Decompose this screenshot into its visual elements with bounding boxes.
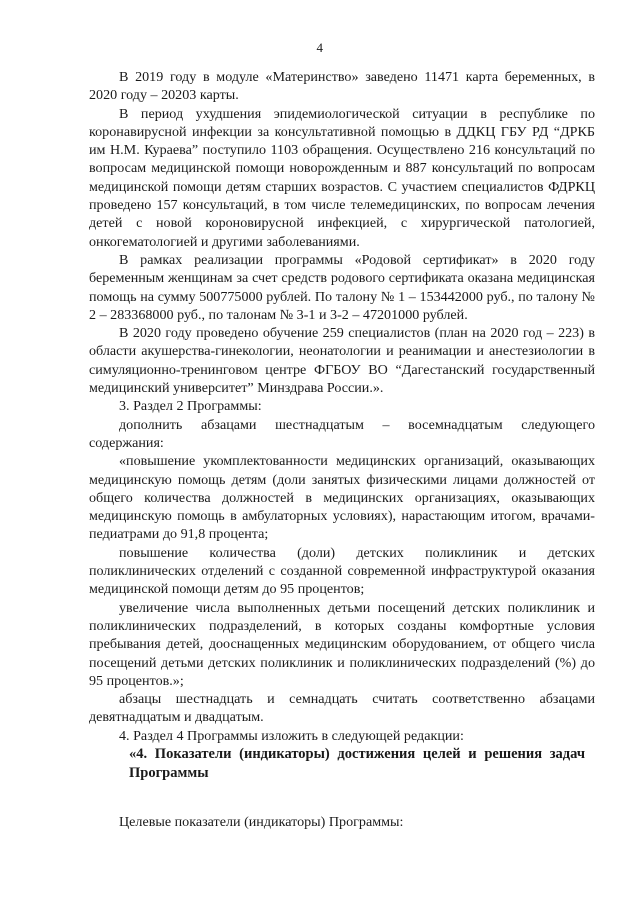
paragraph-maternity-module: В 2019 году в модуле «Материнство» заведено 11471 карта беременных, в 2020 году – 20203 карты. — [89, 69, 595, 104]
paragraph-supplement: дополнить абзацами шестнадцатым – восемнадцатым следующего содержания: — [89, 416, 595, 451]
paragraph-section-4: 4. Раздел 4 Программы изложить в следующей редакции: — [119, 727, 464, 744]
paragraph-renumber: абзацы шестнадцать и семнадцать считать соответственно абзацами девятнадцатым и двадцатым. — [89, 691, 595, 726]
paragraph-birth-certificate: В рамках реализации программы «Родовой сертификат» в 2020 году беременным женщинам за счет средств родового сертификата оказана медицинская помощь на сумму 500775000 рублей. По талону № 1 – 153442000 руб., по талону № 2 – 283368000 руб., по талонам № 3-1 и 3-2 – 47201000 рублей. — [89, 251, 595, 323]
page-number: 4 — [316, 40, 324, 55]
document-body — [89, 68, 595, 831]
section-heading: «4. Показатели (индикаторы) достижения целей и решения задач Программы — [129, 745, 585, 781]
paragraph-specialist-training: В 2020 году проведено обучение 259 специалистов (план на 2020 год – 223) в области акушерства-гинекологии, неонатологии и реанимации и анестезиологии в симуляционно-тренинговом центре ФГБОУ ВО “Дагестанский государственный медицинский университет” Минздрава России.». — [89, 325, 595, 397]
paragraph-covid-consultations: В период ухудшения эпидемиологической ситуации в республике по коронавирусной инфекции за консультативной помощью в ДДКЦ ГБУ РД “ДРКБ им Н.М. Кураева” поступило 1103 обращения. Осуществлено 216 консультаций по вопросам медицинской помощи новорожденным и 887 консультаций по вопросам медицинской помощи детям старших возрастов. С участием специалистов ФДРКЦ проведено 157 консультаций, в том числе телемедицинских, по вопросам лечения детей с новой короновирусной инфекцией, с хирургической патологией, онкогематологией и другими заболеваниями. — [89, 105, 595, 250]
paragraph-visits: увеличение числа выполненных детьми посещений детских поликлиник и поликлинических подразделений, в которых созданы комфортные условия пребывания детей, дооснащенных медицинским оборудованием, от общего числа посещений детьми детских поликлиник и поликлинических подразделений (%) до 95 процентов.»; — [89, 599, 595, 689]
paragraph-staffing: «повышение укомплектованности медицинских организаций, оказывающих медицинскую помощь детям (доли занятых физическими лицами должностей от общего количества должностей в медицинских организациях, оказывающих медицинскую помощь в амбулаторных условиях), нарастающим итогом, врачами-педиатрами до 91,8 процента; — [89, 453, 595, 543]
targets-line: Целевые показатели (индикаторы) Программы: — [119, 813, 404, 830]
paragraph-polyclinics: повышение количества (доли) детских поликлиник и детских поликлинических отделений с созданной современной инфраструктурой оказания медицинской помощи детям до 95 процентов; — [89, 544, 595, 598]
paragraph-section-2: 3. Раздел 2 Программы: — [119, 398, 262, 415]
